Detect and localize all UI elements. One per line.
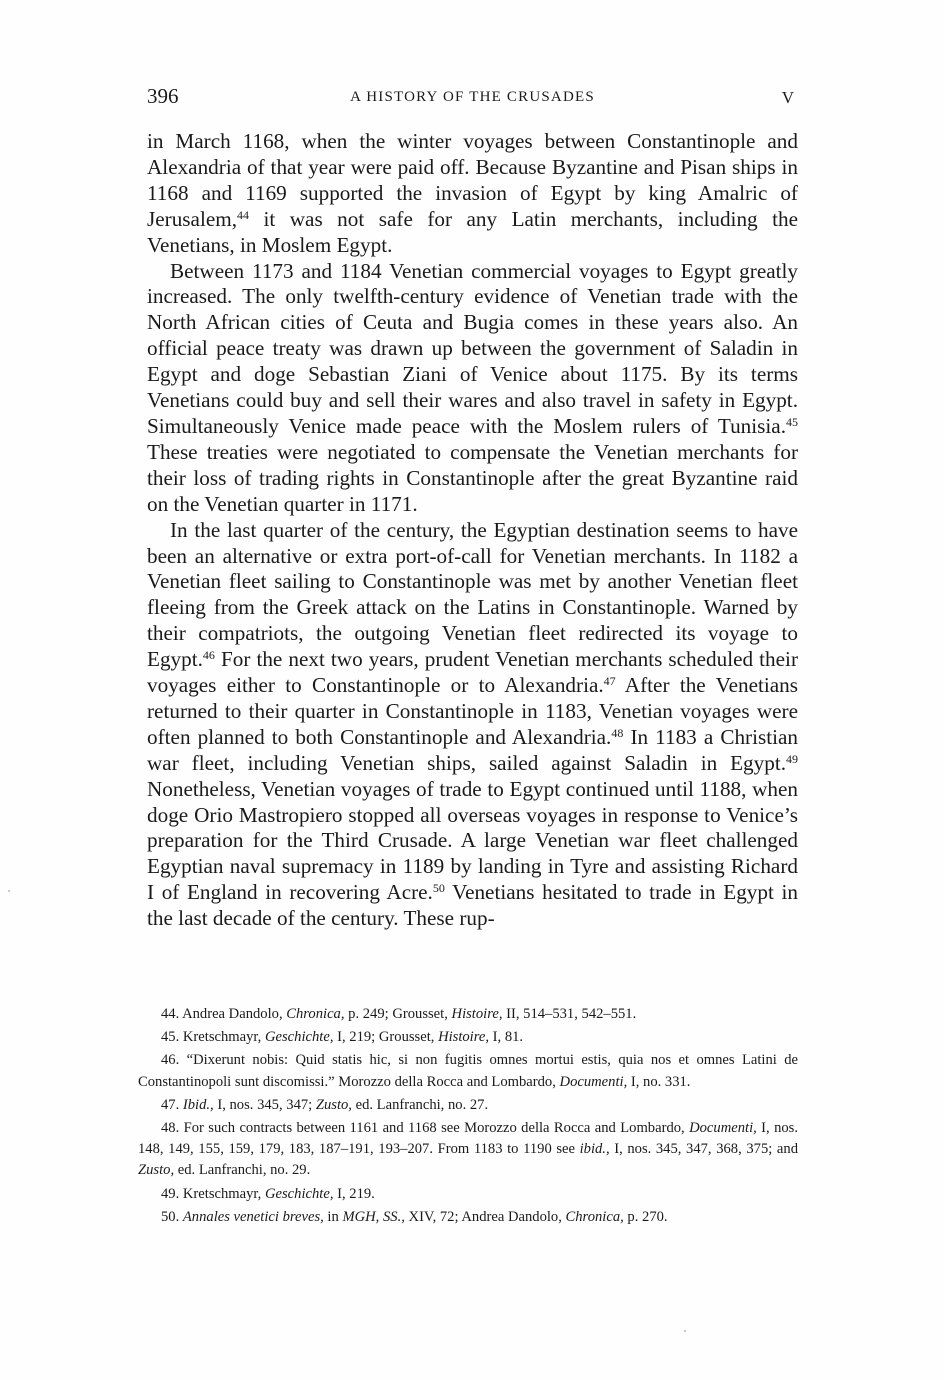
text-run: These treaties were negotiated to compensate the Venetian merchants for their loss of trading rights in Constantinople after the great Byzantine raid on the Venetian quarter in 1171.: [147, 439, 798, 516]
footnote-ref-48: 48: [611, 725, 624, 740]
footnote-48: [138, 1118, 798, 1182]
footnote-ref-47: 47: [603, 674, 616, 689]
footnote-46: [138, 1050, 798, 1092]
italic-title: MGH, SS.,: [342, 1208, 405, 1225]
footnote-ref-46: 46: [202, 648, 215, 663]
text-run: In the last quarter of the century, the Egyptian destination seems to have been an alternative or extra port-of-call for Venetian merchants. In 1182 a Venetian fleet sailing to Constantinople was met by another Venetian fleet fleeing from the Greek attack on the Latins in Constantinople. Warned by their compatriots, the outgoing Venetian fleet redirected its voyage to Egypt.: [147, 517, 798, 672]
text-run: ed. Lanfranchi, no. 27.: [351, 1096, 489, 1113]
text-run: I, 219.: [333, 1185, 375, 1202]
text-run: 45. Kretschmayr,: [161, 1029, 265, 1046]
text-run: XIV, 72; Andrea Dandolo,: [404, 1208, 566, 1225]
text-run: 49. Kretschmayr,: [161, 1185, 265, 1202]
text-run: 48. For such contracts between 1161 and 1168 see Morozzo della Rocca and Lombardo,: [161, 1120, 690, 1137]
text-run: 46. “Dixerunt nobis: Quid statis hic, si non fugitis omnes mortui estis, quia nos et omnes Latini de Constantinopoli sunt discomissi.” Morozzo della Rocca and Lombardo,: [138, 1052, 798, 1090]
text-run: 47.: [161, 1096, 183, 1113]
page-number: 396: [147, 84, 179, 108]
italic-title: Geschichte,: [264, 1185, 334, 1202]
footnote-ref-44: 44: [237, 207, 250, 222]
volume-number: V: [781, 88, 794, 107]
footnote-ref-50: 50: [432, 881, 445, 896]
text-run: in: [323, 1208, 343, 1225]
text-run: I, no. 331.: [627, 1073, 691, 1090]
italic-title: Zusto,: [315, 1096, 352, 1113]
text-run: For the next two years, prudent Venetian merchants scheduled their voyages either to Constantinople or to Alexandria.: [147, 647, 798, 698]
footnote-ref-49: 49: [786, 751, 798, 766]
footnote-49: [138, 1184, 798, 1205]
paragraph-1: [147, 129, 798, 259]
italic-title: Zusto,: [138, 1162, 175, 1179]
italic-title: Chronica,: [565, 1208, 624, 1225]
text-run: I, nos. 345, 347, 368, 375; and: [609, 1141, 798, 1158]
italic-title: Histoire,: [451, 1006, 503, 1022]
footnote-ref-45: 45: [786, 414, 798, 429]
paragraph-2: [147, 259, 798, 518]
italic-title: Geschichte,: [264, 1029, 334, 1046]
paragraph-3: [147, 518, 798, 933]
italic-title: Histoire,: [438, 1029, 490, 1046]
italic-title: Ibid.,: [182, 1096, 214, 1113]
scan-speck: [684, 1330, 686, 1332]
text-run: it was not safe for any Latin merchants, including the Venetians, in Moslem Egypt.: [147, 206, 798, 257]
text-run: Venetians hesitated to trade in Egypt in the last decade of the century. These rup-: [147, 880, 799, 931]
text-run: p. 270.: [623, 1208, 668, 1225]
text-run: ed. Lanfranchi, no. 29.: [174, 1162, 311, 1179]
italic-title: ibid.,: [579, 1141, 610, 1158]
main-text: [147, 129, 798, 932]
text-run: I, 219; Grousset,: [333, 1029, 439, 1046]
running-title: A HISTORY OF THE CRUSADES: [350, 89, 595, 105]
text-run: I, nos. 148, 149, 155, 159, 179, 183, 187–191, 193–207. From 1183 to 1190 see: [138, 1120, 798, 1158]
text-run: 50.: [161, 1208, 183, 1225]
text-run: p. 249; Grousset,: [344, 1006, 452, 1022]
text-run: I, nos. 345, 347;: [213, 1096, 316, 1113]
italic-title: Documenti,: [689, 1120, 757, 1137]
text-run: After the Venetians returned to their quarter in Constantinople in 1183, Venetian voyages were often planned to both Constantinople and Alexandria.: [147, 673, 798, 749]
footnote-50: [138, 1207, 798, 1228]
text-run: in March 1168, when the winter voyages between Constantinople and Alexandria of that year were paid off. Because Byzantine and Pisan ships in 1168 and 1169 supported the invasion of Egypt by king Amalric of Jerusalem,: [147, 129, 798, 231]
text-run: In 1183 a Christian war fleet, including Venetian ships, sailed against Saladin in Egypt.: [147, 724, 798, 775]
text-run: I, 81.: [489, 1029, 524, 1046]
text-run: Between 1173 and 1184 Venetian commercial voyages to Egypt greatly increased. The only twelfth-century evidence of Venetian trade with the North African cities of Ceuta and Bugia comes in these years also. An official peace treaty was drawn up between the government of Saladin in Egypt and doge Sebastian Ziani of Venice about 1175. By its terms Venetians could buy and sell their wares and also travel in safety in Egypt. Simultaneously Venice made peace with the Moslem rulers of Tunisia.: [147, 258, 798, 438]
text-run: Nonetheless, Venetian voyages of trade to Egypt continued until 1188, when doge Orio Mastropiero stopped all overseas voyages in response to Venice’s preparation for the Third Crusade. A large Venetian war fleet challenged Egyptian naval supremacy in 1189 by landing in Tyre and assisting Richard I of England in recovering Acre.: [147, 776, 798, 905]
italic-title: Annales venetici breves,: [182, 1208, 324, 1225]
text-run: II, 514–531, 542–551.: [502, 1006, 637, 1022]
scan-speck: [8, 890, 10, 892]
italic-title: Documenti,: [559, 1073, 628, 1090]
footnote-47: [138, 1095, 798, 1116]
running-header: [147, 84, 798, 114]
italic-title: Chronica,: [286, 1006, 345, 1022]
footnote-44: [138, 1004, 798, 1025]
text-run: 44. Andrea Dandolo,: [161, 1006, 287, 1022]
footnotes: [138, 1004, 798, 1230]
footnote-45: [138, 1027, 798, 1048]
